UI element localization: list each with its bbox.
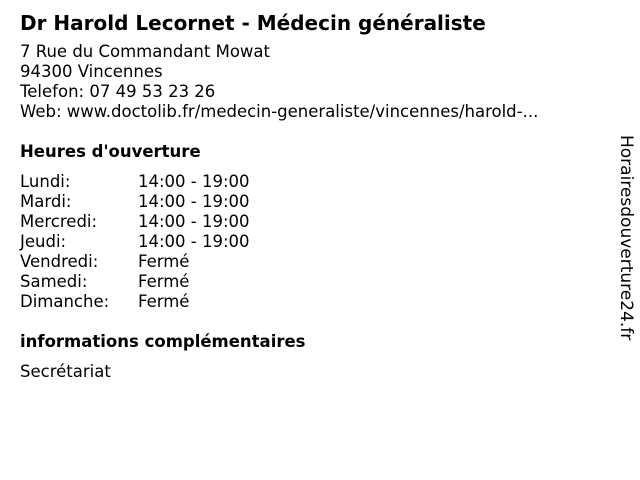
- hours-day: Mardi:: [20, 192, 72, 211]
- contact-block: [20, 42, 600, 122]
- address-line-1: 7 Rue du Commandant Mowat: [20, 42, 270, 61]
- hours-time: 14:00 - 19:00: [138, 172, 250, 191]
- hours-row: [20, 232, 600, 252]
- site-brand-vertical: Horairesdouverture24.fr: [616, 135, 636, 341]
- extra-info-item: Secrétariat: [20, 362, 111, 381]
- phone-label: Telefon:: [20, 82, 85, 101]
- hours-row: [20, 292, 600, 312]
- hours-time: 14:00 - 19:00: [138, 212, 250, 231]
- web-line: [20, 102, 600, 122]
- hours-row: [20, 172, 600, 192]
- hours-row: [20, 212, 600, 232]
- hours-day: Lundi:: [20, 172, 71, 191]
- extra-info-title: informations complémentaires: [20, 332, 306, 351]
- hours-day: Dimanche:: [20, 292, 110, 311]
- page-title: Dr Harold Lecornet - Médecin généraliste: [20, 11, 486, 35]
- hours-row: [20, 272, 600, 292]
- address-line-2: 94300 Vincennes: [20, 62, 163, 81]
- phone-number[interactable]: 07 49 53 23 26: [89, 82, 216, 101]
- hours-day: Vendredi:: [20, 252, 99, 271]
- hours-title: Heures d'ouverture: [20, 142, 201, 161]
- hours-time: 14:00 - 19:00: [138, 232, 250, 251]
- hours-day: Samedi:: [20, 272, 88, 291]
- hours-time: Fermé: [138, 272, 190, 291]
- hours-row: [20, 192, 600, 212]
- hours-table: [20, 172, 600, 312]
- web-link[interactable]: www.doctolib.fr/medecin-generaliste/vincennes/harold-...: [66, 102, 539, 121]
- hours-time: 14:00 - 19:00: [138, 192, 250, 211]
- hours-time: Fermé: [138, 252, 190, 271]
- hours-time: Fermé: [138, 292, 190, 311]
- web-label: Web:: [20, 102, 62, 121]
- hours-day: Jeudi:: [20, 232, 67, 251]
- hours-row: [20, 252, 600, 272]
- listing-card: [20, 10, 600, 382]
- phone-line: [20, 82, 600, 102]
- hours-day: Mercredi:: [20, 212, 98, 231]
- extra-info-list: [20, 362, 600, 382]
